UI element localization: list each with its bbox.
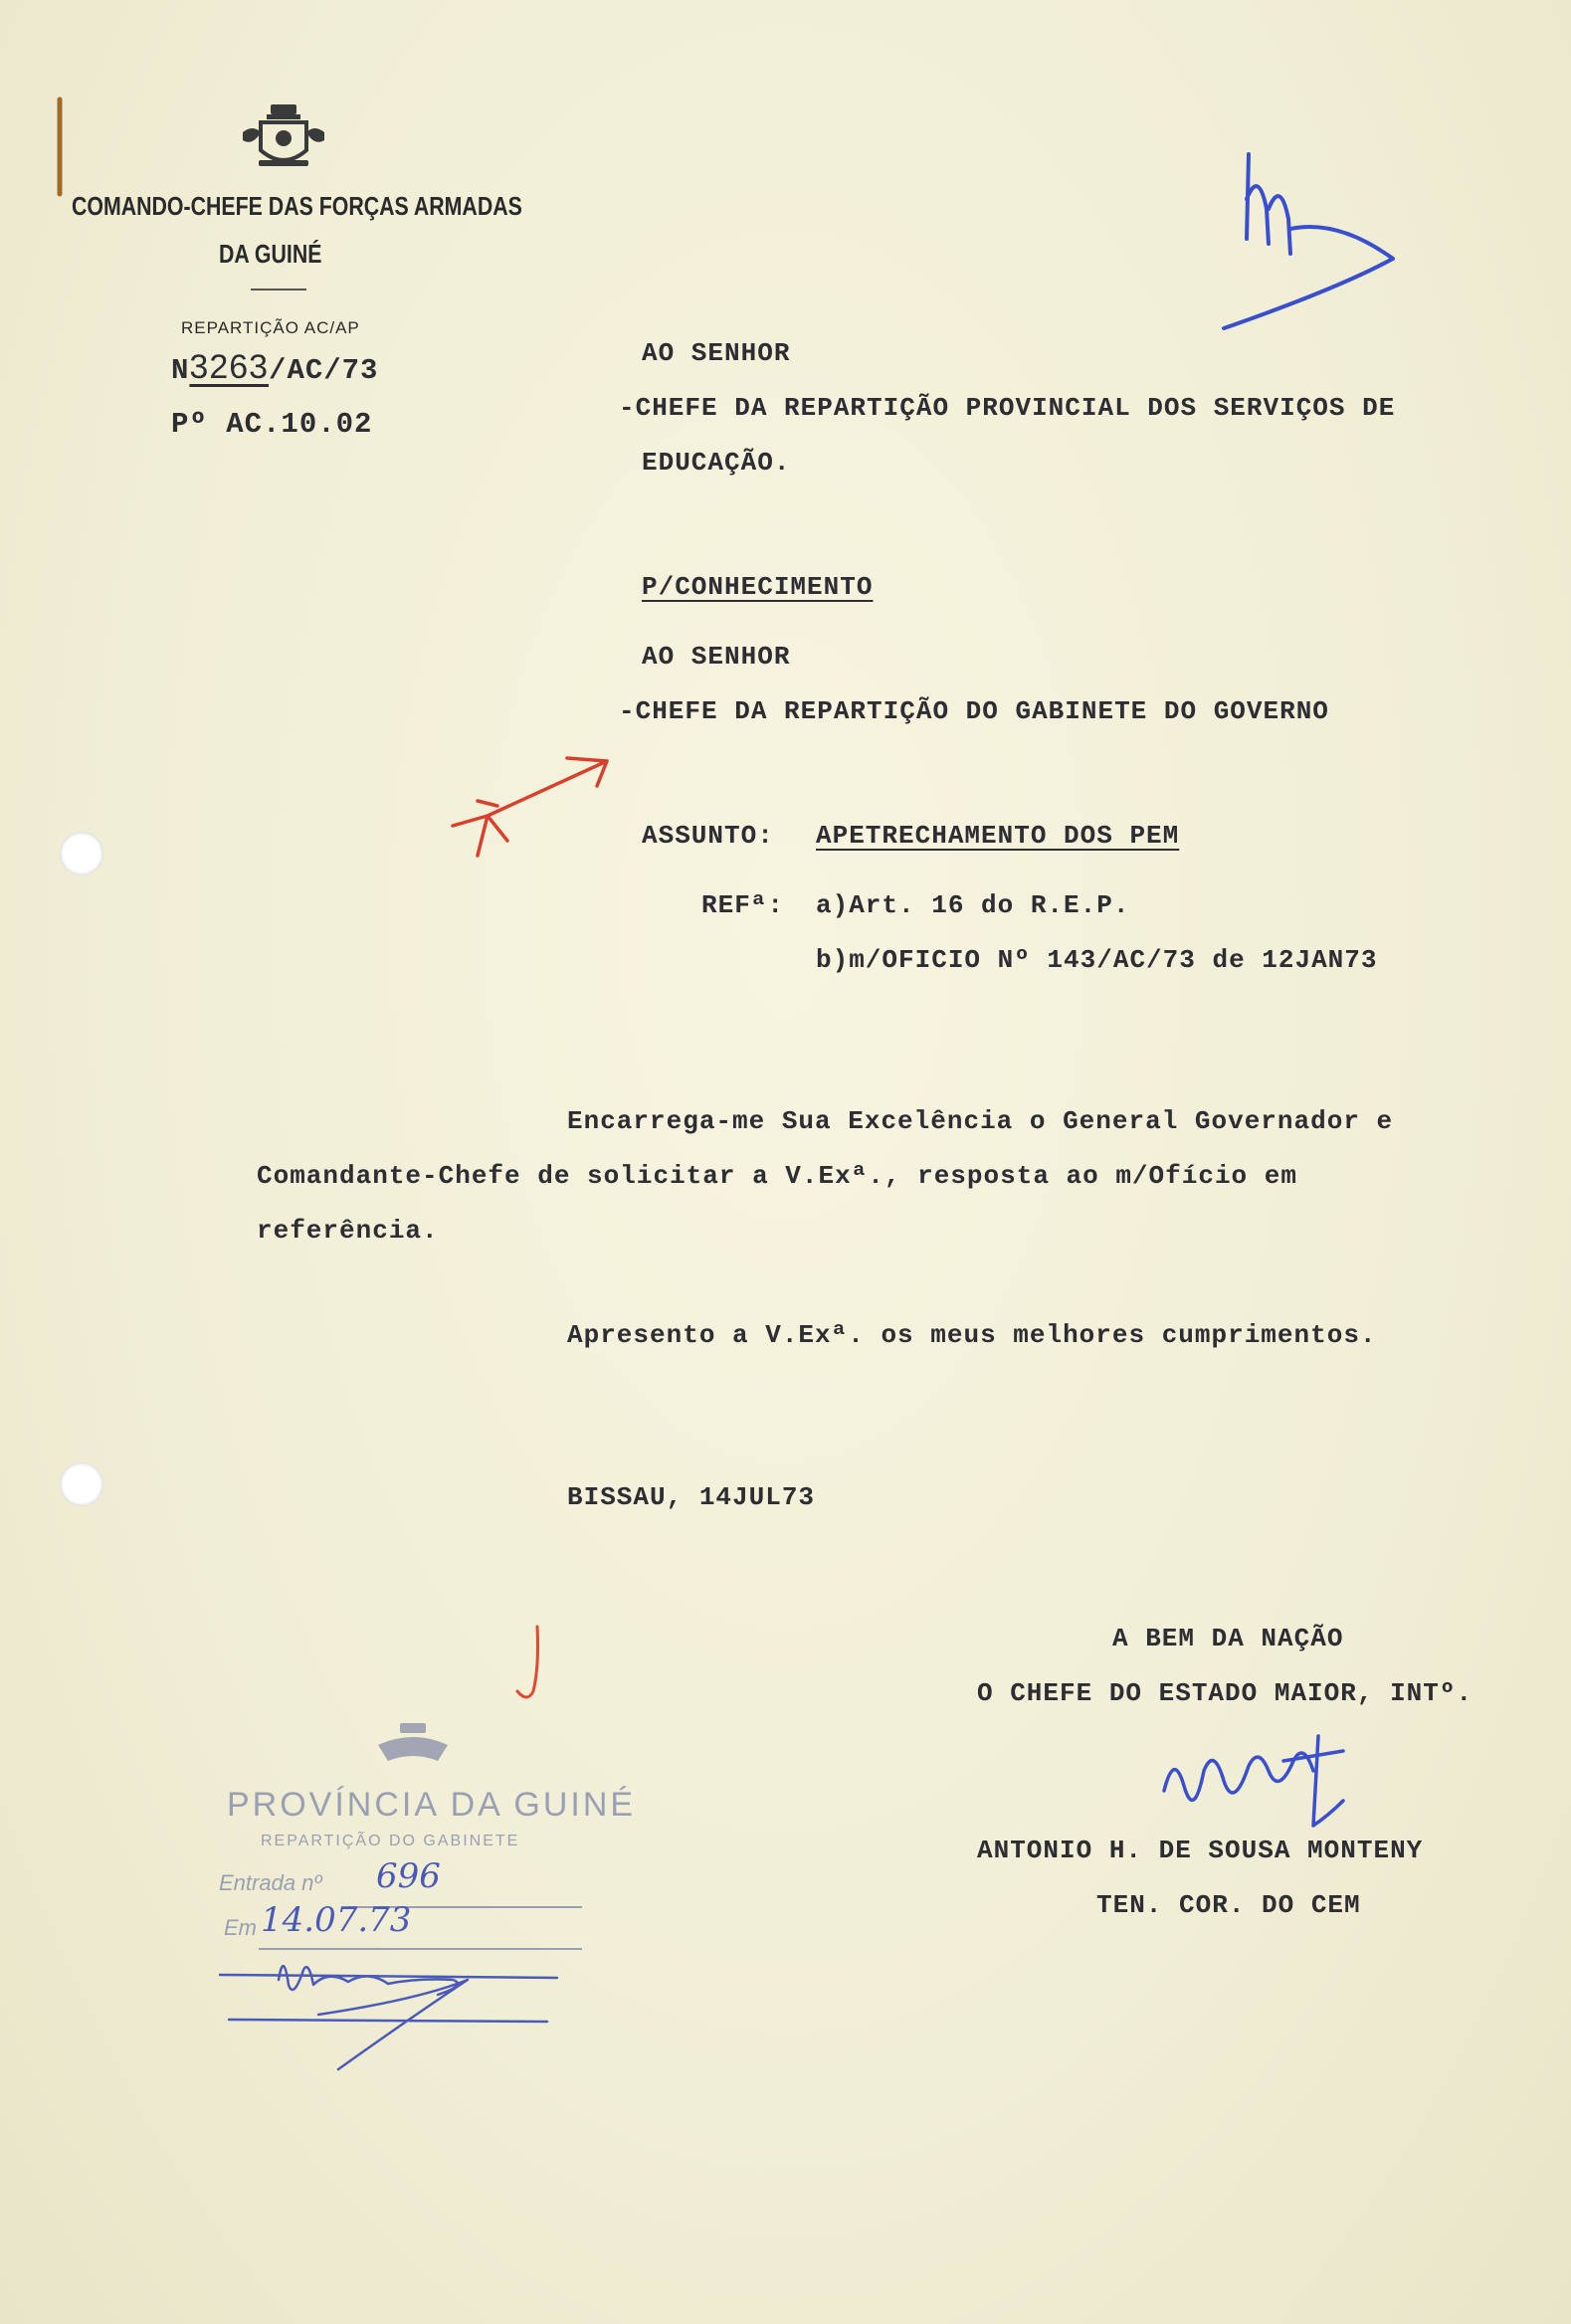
closing-line1: A BEM DA NAÇÃO <box>1112 1624 1344 1653</box>
references-label: REFª: <box>701 890 785 920</box>
stamp-signature <box>219 1940 597 2079</box>
red-pen-mark <box>507 1622 547 1711</box>
letterhead-divider <box>251 289 306 290</box>
reference-suffix: /AC/73 <box>269 354 379 387</box>
place-date: BISSAU, 14JUL73 <box>567 1482 816 1512</box>
addressee-line1: -CHEFE DA REPARTIÇÃO PROVINCIAL DOS SERVIÇOS DE <box>619 393 1396 423</box>
addressee-salutation: AO SENHOR <box>642 338 791 368</box>
stamp-entry-label: Entrada nº <box>219 1870 322 1895</box>
punch-hole-bottom <box>60 1462 103 1506</box>
stamp-entry-value: 696 <box>376 1856 441 1896</box>
body-paragraph1-line1: Encarrega-me Sua Excelência o General Governador e <box>567 1106 1394 1136</box>
reference-prefix: N <box>171 354 190 387</box>
cc-heading: P/CONHECIMENTO <box>642 572 874 602</box>
body-paragraph1-line3: referência. <box>257 1216 439 1246</box>
body-paragraph2: Apresento a V.Exª. os meus melhores cumprimentos. <box>567 1320 1377 1350</box>
edge-mark <box>52 95 72 204</box>
coat-of-arms-icon <box>239 102 328 172</box>
reference-number-value: 3263 <box>189 348 270 386</box>
stamp-crest-icon <box>368 1721 458 1771</box>
stamp-line2: REPARTIÇÃO DO GABINETE <box>261 1833 520 1849</box>
closing-line2: O CHEFE DO ESTADO MAIOR, INTº. <box>977 1678 1473 1708</box>
initials-signature <box>1219 149 1408 338</box>
org-name-line1: COMANDO-CHEFE DAS FORÇAS ARMADAS <box>72 191 522 221</box>
red-arrow-icon <box>448 746 617 866</box>
org-name-line2: DA GUINÉ <box>219 239 322 269</box>
body-paragraph1-line2: Comandante-Chefe de solicitar a V.Exª., resposta ao m/Ofício em <box>257 1161 1297 1191</box>
signature <box>1144 1731 1383 1840</box>
stamp-date-label: Em <box>224 1915 257 1940</box>
subject-text: APETRECHAMENTO DOS PEM <box>816 821 1180 851</box>
subject-label: ASSUNTO: <box>642 821 774 851</box>
process-number: Pº AC.10.02 <box>171 408 373 441</box>
reference-number <box>171 348 378 387</box>
punch-hole-top <box>60 832 103 875</box>
cc-line1: -CHEFE DA REPARTIÇÃO DO GABINETE DO GOVERNO <box>619 696 1329 726</box>
reference-a: a)Art. 16 do R.E.P. <box>816 890 1130 920</box>
stamp-date-value: 14.07.73 <box>261 1900 412 1940</box>
cc-salutation: AO SENHOR <box>642 642 791 672</box>
reference-b: b)m/OFICIO Nº 143/AC/73 de 12JAN73 <box>816 945 1378 975</box>
signatory-name: ANTONIO H. DE SOUSA MONTENY <box>977 1836 1424 1865</box>
department-label: REPARTIÇÃO AC/AP <box>181 318 360 337</box>
addressee-line2: EDUCAÇÃO. <box>642 448 791 478</box>
signatory-rank: TEN. COR. DO CEM <box>1096 1890 1361 1920</box>
stamp-line1: PROVÍNCIA DA GUINÉ <box>227 1786 637 1824</box>
